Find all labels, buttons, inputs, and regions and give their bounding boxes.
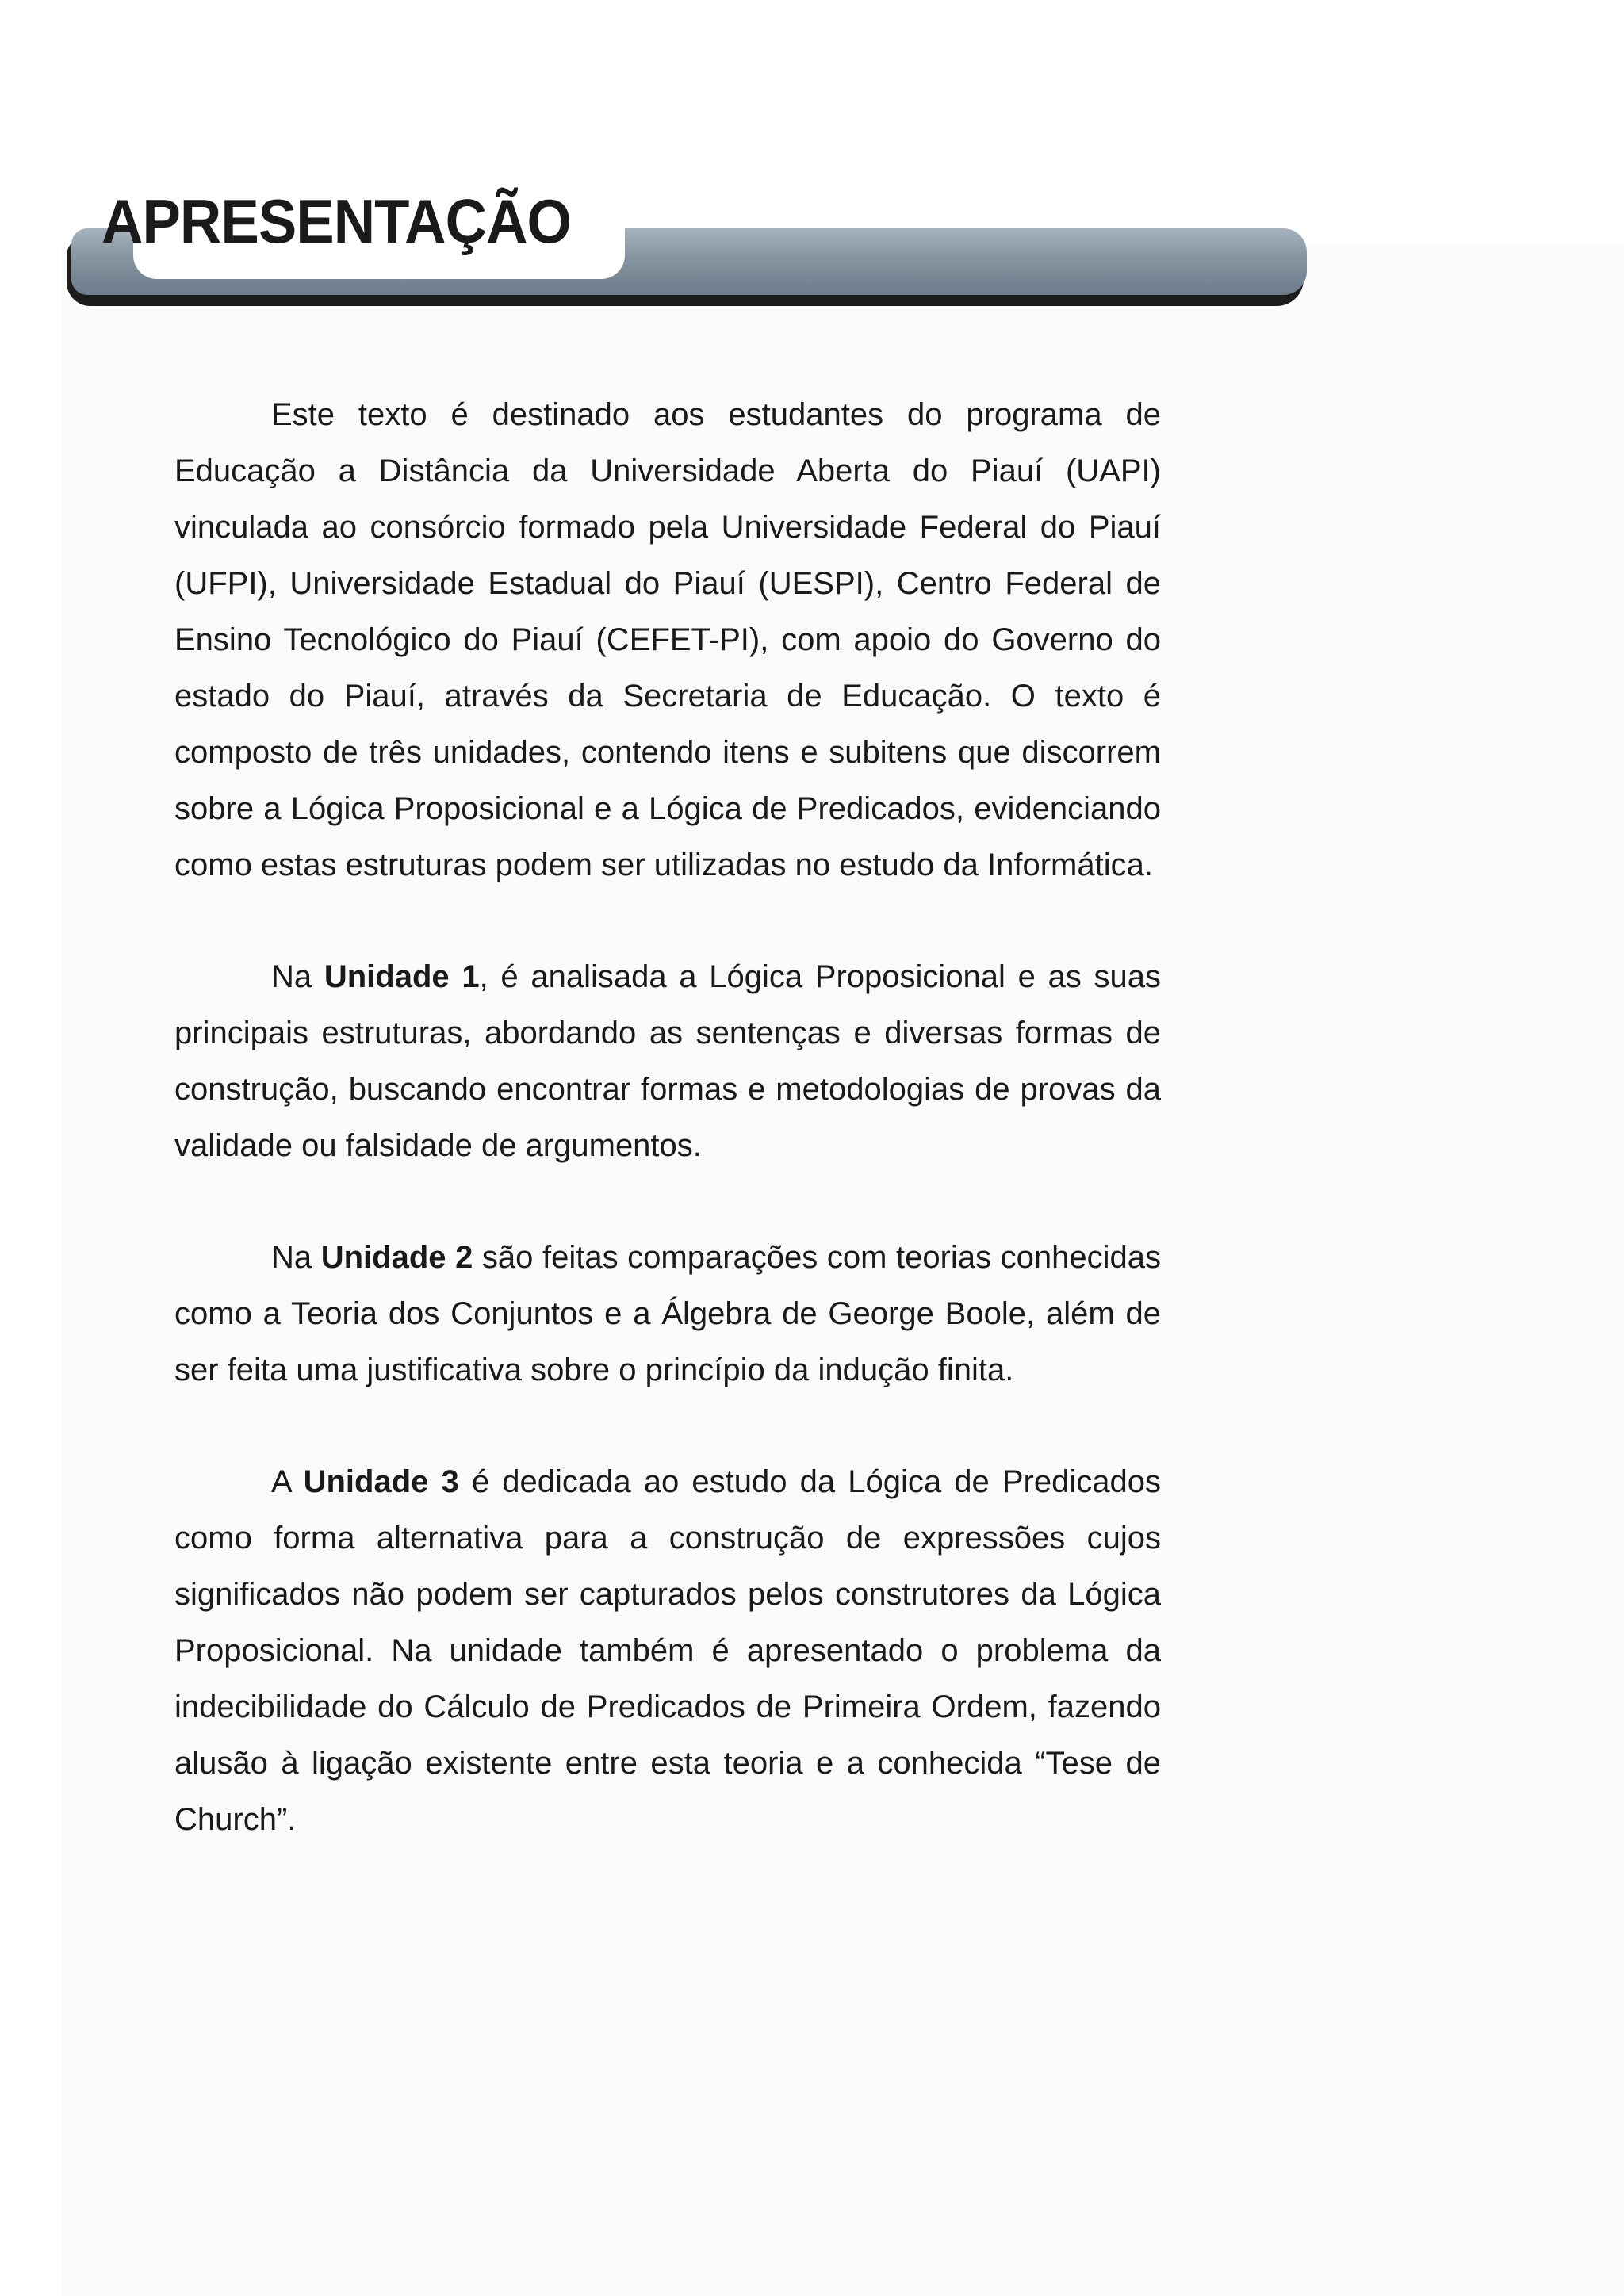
paragraph-lead: Na <box>271 1240 321 1275</box>
paragraph-intro: Este texto é destinado aos estudantes do programa de Educação a Distância da Universidade Aberta do Piauí (UAPI) vinculada ao consórcio formado pela Universidade Federal do Piauí (UFPI), Universidade Estadual do Piauí (UESPI), Centro Federal de Ensino Tecnológico do Piauí (CEFET-PI), com apoio do Governo do estado do Piauí, através da Secretaria de Educação. O texto é composto de três unidades, contendo itens e subitens que discorrem sobre a Lógica Proposicional e a Lógica de Predicados, evidenciando como estas estruturas podem ser utilizadas no estudo da Informática. <box>174 397 1161 882</box>
paragraph-rest: são feitas comparações com teorias conhecidas como a Teoria dos Conjuntos e a Álgebra de George Boole, além de ser feita uma justificativa sobre o princípio da indução finita. <box>174 1240 1162 1387</box>
paragraph-unit-2 <box>174 1230 1161 1399</box>
paragraph-rest: , é analisada a Lógica Proposicional e as suas principais estruturas, abordando as sentenças e diversas formas de construção, buscando encontrar formas e metodologias de provas da validade ou falsidade de argumentos. <box>174 959 1162 1163</box>
unit-1-label: Unidade 1 <box>324 959 480 994</box>
paragraph-unit-3 <box>174 1454 1161 1848</box>
paragraph-lead: Na <box>271 959 324 994</box>
section-title: APRESENTAÇÃO <box>102 186 572 256</box>
body-text <box>174 387 1161 1904</box>
paragraph-rest: é dedicada ao estudo da Lógica de Predicados como forma alternativa para a construção de expressões cujos significados não podem ser capturados pelos construtores da Lógica Proposicional. Na unidade também é apresentado o problema da indecibilidade do Cálculo de Predicados de Primeira Ordem, fazendo alusão à ligação existente entre esta teoria e a conhecida “Tese de Church”. <box>174 1464 1161 1837</box>
paragraph-unit-1 <box>174 949 1161 1174</box>
unit-3-label: Unidade 3 <box>303 1464 459 1499</box>
paragraph-lead: A <box>271 1464 304 1499</box>
unit-2-label: Unidade 2 <box>320 1240 473 1275</box>
